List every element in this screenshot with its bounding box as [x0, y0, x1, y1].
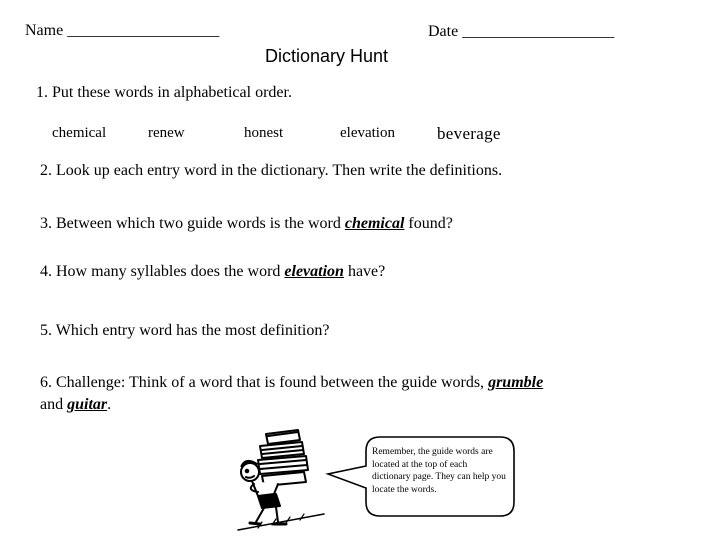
question-1: 1. Put these words in alphabetical order.	[36, 84, 292, 101]
question-6-and: and	[40, 396, 68, 413]
word-chemical: chemical	[52, 125, 107, 141]
question-6-line-1	[40, 374, 543, 392]
question-3-end: found?	[404, 215, 453, 232]
word-honest: honest	[244, 125, 284, 141]
callout-text: Remember, the guide words are located at the top of each dictionary page. They can help you locate the words.	[372, 447, 506, 495]
keyword-grumble: grumble	[488, 374, 544, 391]
question-6-end: .	[107, 396, 112, 413]
question-5: 5. Which entry word has the most definition?	[40, 322, 330, 339]
keyword-guitar: guitar	[67, 396, 108, 413]
word-renew: renew	[148, 125, 185, 141]
name-field-label: Name ___________________	[25, 22, 220, 39]
question-4-text: 4. How many syllables does the word	[40, 263, 285, 280]
question-3	[40, 215, 453, 233]
question-6-line-2	[40, 396, 111, 414]
keyword-chemical: chemical	[344, 215, 405, 232]
date-field-label: Date ___________________	[428, 23, 615, 40]
question-4-end: have?	[343, 263, 386, 280]
question-4	[40, 263, 385, 281]
question-2: 2. Look up each entry word in the dictionary. Then write the definitions.	[40, 162, 503, 179]
question-3-text: 3. Between which two guide words is the word	[40, 215, 345, 232]
question-6-text: 6. Challenge: Think of a word that is found between the guide words,	[40, 374, 489, 391]
keyword-elevation: elevation	[284, 263, 344, 280]
word-elevation: elevation	[340, 125, 395, 141]
worksheet-title: Dictionary Hunt	[265, 46, 389, 66]
word-beverage: beverage	[437, 124, 501, 143]
